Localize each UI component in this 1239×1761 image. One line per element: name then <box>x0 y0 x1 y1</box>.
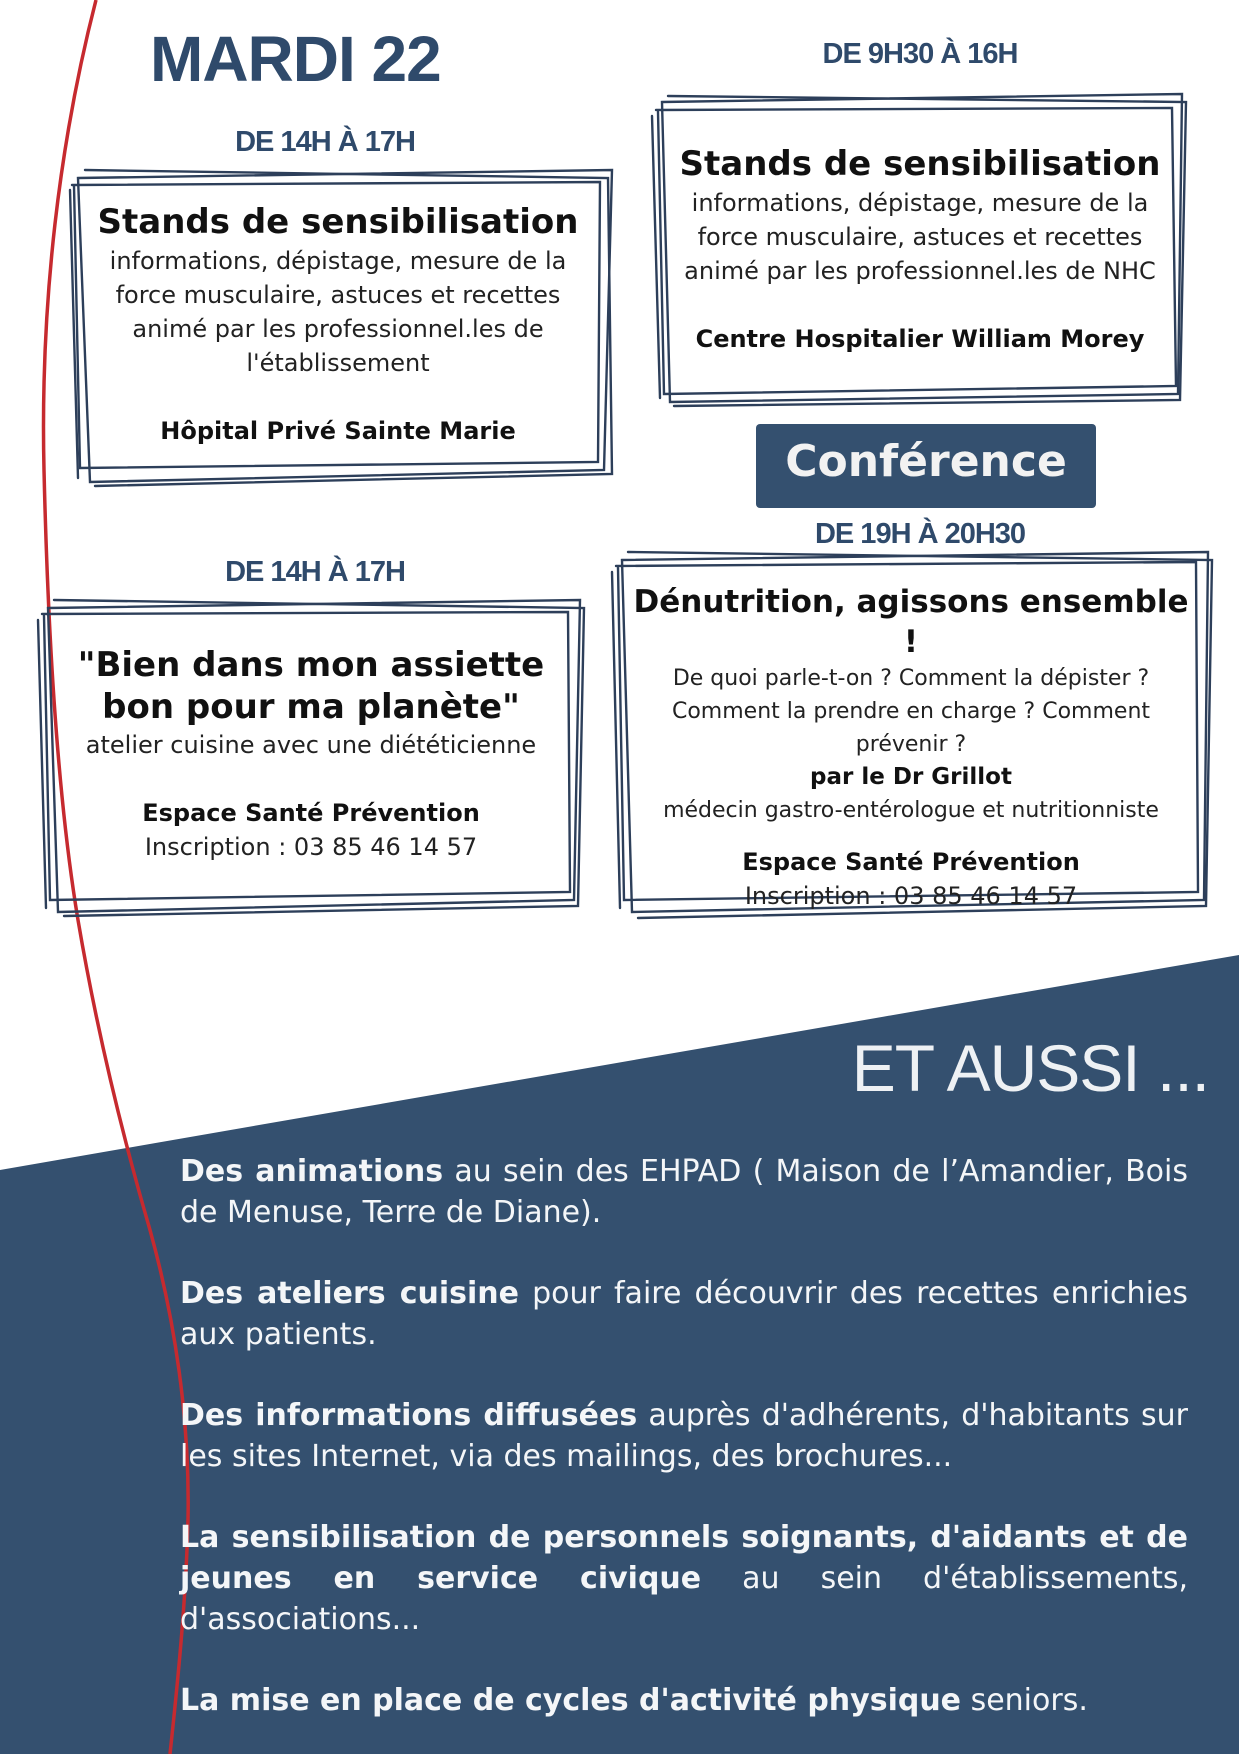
conference-line: prévenir ? <box>855 732 967 757</box>
stand2-line: force musculaire, astuces et recettes <box>697 223 1143 251</box>
stand1-time: DE 14H À 17H <box>235 126 415 158</box>
conference-line: De quoi parle-t-on ? Comment la dépister ? <box>672 666 1150 691</box>
stand2-line: informations, dépistage, mesure de la <box>691 189 1149 217</box>
conference-card <box>626 582 1196 913</box>
page-title: MARDI 22 <box>150 23 441 95</box>
conference-time: DE 19H À 20H30 <box>814 518 1026 550</box>
atelier-title: bon pour ma planète" <box>102 687 520 727</box>
et-aussi-list <box>180 1151 1188 1761</box>
stand1-line: force musculaire, astuces et recettes <box>115 281 561 309</box>
list-item: Des animations au sein des EHPAD ( Maison de l’Amandier, Bois de Menuse, Terre de Diane). <box>180 1154 1189 1230</box>
stand1-title: Stands de sensibilisation <box>97 202 579 242</box>
atelier-place: Espace Santé Prévention <box>142 799 480 827</box>
stand1-line: l'établissement <box>246 349 430 377</box>
conference-speaker: par le Dr Grillot <box>810 764 1012 790</box>
atelier-card <box>56 644 566 864</box>
conference-speaker-role: médecin gastro-entérologue et nutritionniste <box>663 798 1159 823</box>
atelier-subtitle: atelier cuisine avec une diététicienne <box>85 731 537 759</box>
atelier-inscription: Inscription : 03 85 46 14 57 <box>144 833 478 861</box>
stand2-title: Stands de sensibilisation <box>679 144 1161 184</box>
conference-title: Dénutrition, agissons ensemble ! <box>633 584 1189 660</box>
list-item: La sensibilisation de personnels soignants, d'aidants et de jeunes en service civique au sein d'établissements, d'associations... <box>180 1520 1188 1637</box>
et-aussi-title: ET AUSSI ... <box>851 1031 1209 1105</box>
stand1-line: informations, dépistage, mesure de la <box>109 247 567 275</box>
conference-badge: Conférence <box>756 424 1096 508</box>
conference-inscription: Inscription : 03 85 46 14 57 <box>744 882 1078 910</box>
list-item: La mise en place de cycles d'activité physique seniors. <box>180 1683 1088 1718</box>
stand2-card <box>670 142 1170 356</box>
stand2-place: Centre Hospitalier William Morey <box>695 325 1145 353</box>
stand1-place: Hôpital Privé Sainte Marie <box>160 417 516 445</box>
stand1-line: animé par les professionnel.les de <box>132 315 544 343</box>
atelier-title: "Bien dans mon assiette <box>77 645 545 685</box>
list-item: Des informations diffusées auprès d'adhérents, d'habitants sur les sites Internet, via des mailings, des brochures... <box>180 1398 1188 1474</box>
stand2-time: DE 9H30 À 16H <box>822 38 1018 70</box>
list-item: Des ateliers cuisine pour faire découvrir des recettes enrichies aux patients. <box>180 1276 1188 1352</box>
stand2-line: animé par les professionnel.les de NHC <box>684 257 1156 285</box>
atelier-time: DE 14H À 17H <box>225 556 405 588</box>
stand1-card <box>88 200 588 448</box>
conference-place: Espace Santé Prévention <box>742 848 1080 876</box>
conference-line: Comment la prendre en charge ? Comment <box>671 699 1151 724</box>
